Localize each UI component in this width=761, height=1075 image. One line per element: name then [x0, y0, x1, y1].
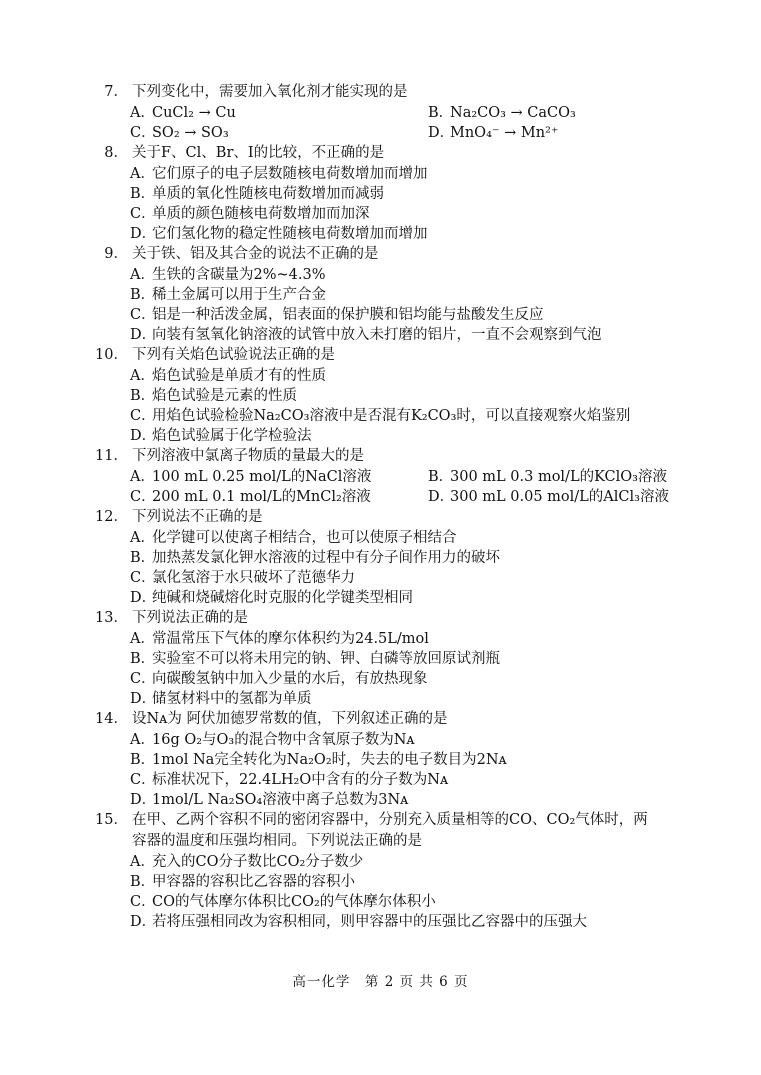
option-text: 100 mL 0.25 mol/L的NaCl溶液: [152, 469, 372, 485]
option-label: D．: [130, 691, 157, 707]
option-row: [88, 184, 688, 204]
option-text: 用焰色试验检验Na₂CO₃溶液中是否混有K₂CO₃时，可以直接观察火焰鉴别: [152, 408, 631, 424]
option-label: D．: [130, 327, 157, 343]
question-stem-text: 关于铁、铝及其合金的说法不正确的是: [132, 246, 379, 262]
question-stem-text: 下列说法不正确的是: [132, 509, 263, 525]
question-item: [88, 507, 688, 608]
option-text: 焰色试验是元素的性质: [152, 388, 297, 404]
question-item: [88, 608, 688, 709]
option-label: C．: [130, 671, 156, 687]
option-row: [88, 770, 688, 790]
option-row: [88, 730, 688, 750]
option-label: B．: [428, 469, 454, 485]
option-row: [88, 689, 688, 709]
option-label: B．: [130, 651, 156, 667]
question-stem-text: 设Nᴀ为 阿伏加德罗常数的值，下列叙述正确的是: [132, 711, 448, 727]
option-row: [88, 750, 688, 770]
question-number: 10．: [95, 347, 128, 363]
option-label: A．: [130, 368, 155, 384]
option-label: D．: [130, 590, 157, 606]
option-row: [88, 366, 688, 386]
question-stem-text: 下列说法正确的是: [132, 610, 248, 626]
question-stem-line: [88, 446, 688, 467]
option-text: 氯化氢溶于水只破坏了范德华力: [152, 570, 355, 586]
question-stem-line: [88, 709, 688, 730]
option-text: 充入的CO分子数比CO₂分子数少: [152, 854, 364, 870]
question-stem-text: 下列变化中，需要加入氧化剂才能实现的是: [132, 84, 408, 100]
question-stem-line: [88, 810, 688, 831]
option-row: [88, 588, 688, 608]
question-stem-text: 下列有关焰色试验说法正确的是: [132, 347, 335, 363]
option-text: 200 mL 0.1 mol/L的MnCl₂溶液: [152, 489, 371, 505]
option-label: B．: [130, 186, 156, 202]
option-text: 1mol Na完全转化为Na₂O₂时，失去的电子数目为2Nᴀ: [152, 752, 507, 768]
question-item: [88, 810, 688, 932]
option-label: D．: [130, 914, 157, 930]
option-row: [88, 790, 688, 810]
option-label: C．: [130, 307, 156, 323]
option-label: D．: [130, 428, 157, 444]
option-text: Na₂CO₃ → CaCO₃: [450, 105, 576, 121]
option-row: [88, 305, 688, 325]
question-number: 13．: [95, 610, 128, 626]
option-label: B．: [130, 287, 156, 303]
option-text: 300 mL 0.05 mol/L的AlCl₃溶液: [450, 489, 669, 505]
option-label: A．: [130, 530, 155, 546]
option-text: 化学键可以使离子相结合，也可以使原子相结合: [152, 530, 457, 546]
option-row: [88, 548, 688, 568]
option-label: C．: [130, 772, 156, 788]
question-item: [88, 244, 688, 345]
option-row: [88, 103, 688, 123]
question-item: [88, 446, 688, 507]
option-label: B．: [130, 550, 156, 566]
question-stem-line: [88, 831, 688, 852]
option-text: 稀土金属可以用于生产合金: [152, 287, 326, 303]
option-text: CuCl₂ → Cu: [152, 105, 236, 121]
question-stem-text: 下列溶液中氯离子物质的量最大的是: [132, 448, 364, 464]
option-row: [88, 912, 688, 932]
option-row: [88, 568, 688, 588]
option-text: 300 mL 0.3 mol/L的KClO₃溶液: [450, 469, 667, 485]
option-label: B．: [130, 874, 156, 890]
option-text: 纯碱和烧碱熔化时克服的化学键类型相同: [152, 590, 413, 606]
option-label: A．: [130, 267, 155, 283]
question-stem-line: [88, 507, 688, 528]
question-number: 15．: [95, 812, 128, 828]
page-footer: 高一化学 第 2 页 共 6 页: [292, 974, 469, 990]
question-number: 7．: [104, 84, 128, 100]
question-stem-line: [88, 244, 688, 265]
option-label: A．: [130, 105, 155, 121]
option-text: 向装有氢氧化钠溶液的试管中放入未打磨的铝片，一直不会观察到气泡: [152, 327, 602, 343]
option-row: [88, 649, 688, 669]
option-label: C．: [130, 489, 156, 505]
option-label: A．: [130, 732, 155, 748]
option-row: [88, 892, 688, 912]
option-text: 16g O₂与O₃的混合物中含氧原子数为Nᴀ: [152, 732, 415, 748]
question-item: [88, 82, 688, 143]
option-label: C．: [130, 408, 156, 424]
question-item: [88, 345, 688, 446]
option-text: 它们氢化物的稳定性随核电荷数增加而增加: [152, 226, 428, 242]
option-label: A．: [130, 631, 155, 647]
option-row: [88, 265, 688, 285]
option-text: 标准状况下，22.4LH₂O中含有的分子数为Nᴀ: [152, 772, 449, 788]
option-text: CO的气体摩尔体积比CO₂的气体摩尔体积小: [152, 894, 436, 910]
option-text: 它们原子的电子层数随核电荷数增加而增加: [152, 166, 428, 182]
option-text: 铝是一种活泼金属，铝表面的保护膜和铝均能与盐酸发生反应: [152, 307, 544, 323]
option-label: C．: [130, 570, 156, 586]
question-stem-line: [88, 345, 688, 366]
option-row: [88, 528, 688, 548]
question-list: [88, 82, 688, 932]
option-text: 1mol/L Na₂SO₄溶液中离子总数为3Nᴀ: [152, 792, 409, 808]
question-number: 9．: [104, 246, 128, 262]
option-row: [88, 487, 688, 507]
option-row: [88, 325, 688, 345]
option-label: A．: [130, 166, 155, 182]
option-row: [88, 467, 688, 487]
option-label: A．: [130, 854, 155, 870]
option-text: 单质的颜色随核电荷数增加而加深: [152, 206, 370, 222]
option-row: [88, 285, 688, 305]
option-label: D．: [130, 792, 157, 808]
option-row: [88, 852, 688, 872]
option-row: [88, 123, 688, 143]
option-text: 储氢材料中的氢都为单质: [152, 691, 312, 707]
question-stem-line: [88, 608, 688, 629]
question-item: [88, 709, 688, 810]
question-stem-line: [88, 82, 688, 103]
option-label: C．: [130, 206, 156, 222]
option-row: [88, 669, 688, 689]
option-label: B．: [130, 752, 156, 768]
option-text: 实验室不可以将未用完的钠、钾、白磷等放回原试剂瓶: [152, 651, 500, 667]
option-label: D．: [130, 226, 157, 242]
question-number: 8．: [104, 145, 128, 161]
option-text: 若将压强相同改为容积相同，则甲容器中的压强比乙容器中的压强大: [152, 914, 587, 930]
option-text: SO₂ → SO₃: [152, 125, 229, 141]
question-stem-line: [88, 143, 688, 164]
option-text: 焰色试验属于化学检验法: [152, 428, 312, 444]
option-label: D．: [428, 125, 455, 141]
option-label: C．: [130, 125, 156, 141]
option-label: C．: [130, 894, 156, 910]
option-label: A．: [130, 469, 155, 485]
option-text: 常温常压下气体的摩尔体积约为24.5L/mol: [152, 631, 429, 647]
option-row: [88, 204, 688, 224]
option-text: 加热蒸发氯化钾水溶液的过程中有分子间作用力的破坏: [152, 550, 500, 566]
option-row: [88, 426, 688, 446]
question-stem-text: 容器的温度和压强均相同。下列说法正确的是: [132, 833, 422, 849]
option-label: D．: [428, 489, 455, 505]
question-number: 14．: [95, 711, 128, 727]
option-label: B．: [130, 388, 156, 404]
option-text: 生铁的含碳量为2%~4.3%: [152, 267, 326, 283]
question-stem-text: 关于F、Cl、Br、I的比较，不正确的是: [132, 145, 385, 161]
option-row: [88, 386, 688, 406]
option-text: 甲容器的容积比乙容器的容积小: [152, 874, 355, 890]
option-row: [88, 406, 688, 426]
option-text: MnO₄⁻ → Mn²⁺: [450, 125, 559, 141]
question-stem-text: 在甲、乙两个容积不同的密闭容器中，分别充入质量相等的CO、CO₂气体时，两: [132, 812, 648, 828]
question-item: [88, 143, 688, 244]
option-row: [88, 224, 688, 244]
option-text: 单质的氧化性随核电荷数增加而减弱: [152, 186, 384, 202]
option-text: 向碳酸氢钠中加入少量的水后，有放热现象: [152, 671, 428, 687]
option-text: 焰色试验是单质才有的性质: [152, 368, 326, 384]
option-row: [88, 872, 688, 892]
question-number: 12．: [95, 509, 128, 525]
option-row: [88, 629, 688, 649]
question-number: 11．: [95, 448, 128, 464]
option-row: [88, 164, 688, 184]
option-label: B．: [428, 105, 454, 121]
